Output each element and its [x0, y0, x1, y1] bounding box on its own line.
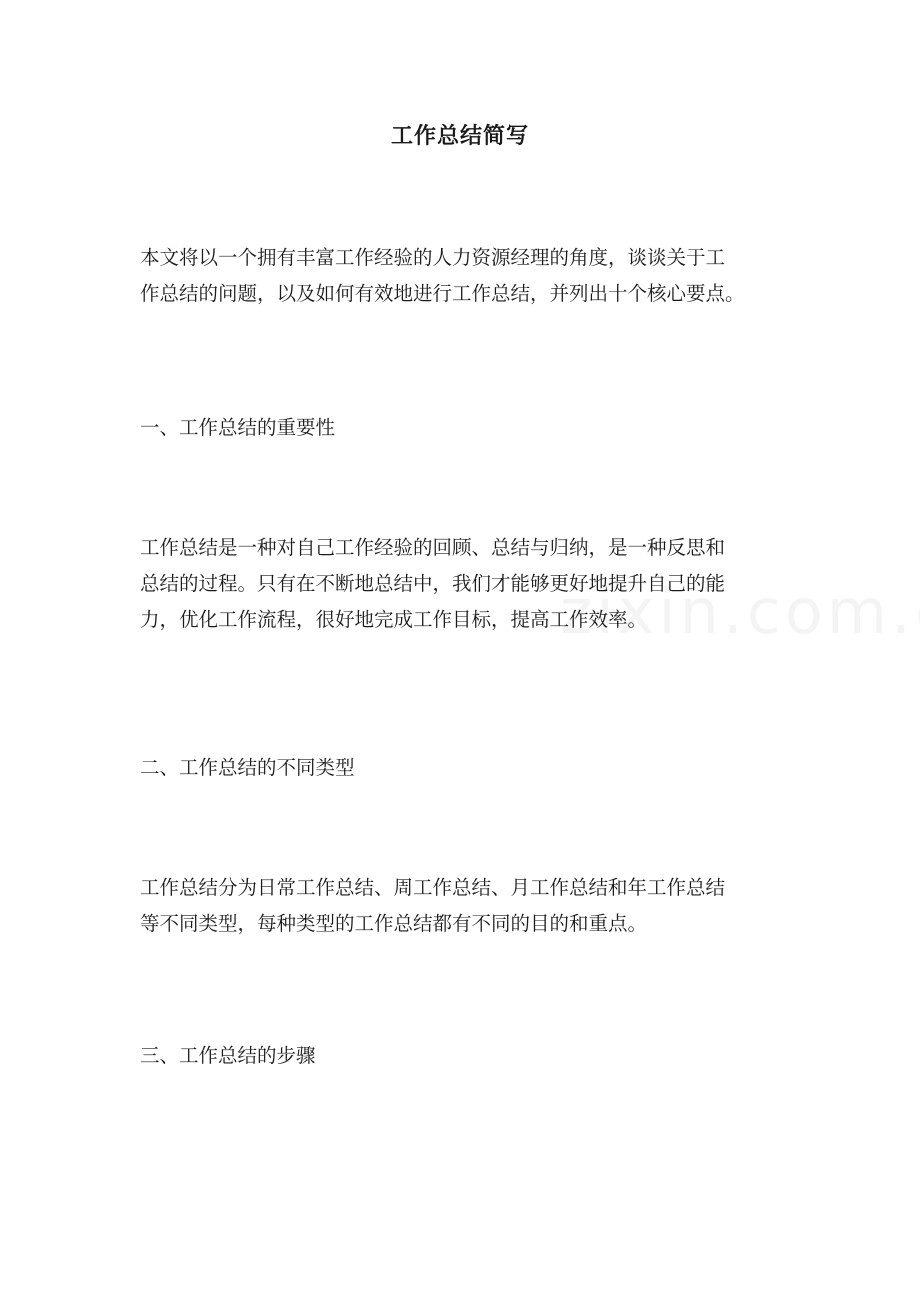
paragraph-line: 工作总结分为日常工作总结、周工作总结、月工作总结和年工作总结	[140, 876, 726, 899]
paragraph-line: 作总结的问题，以及如何有效地进行工作总结，并列出十个核心要点。	[140, 282, 745, 305]
paragraph-line: 本文将以一个拥有丰富工作经验的人力资源经理的角度，谈谈关于工	[140, 246, 726, 269]
section-heading-steps: 三、工作总结的步骤	[140, 1044, 316, 1067]
document-title: 工作总结简写	[390, 123, 529, 149]
paragraph-line: 力，优化工作流程，很好地完成工作目标，提高工作效率。	[140, 608, 648, 631]
section-heading-importance: 一、工作总结的重要性	[140, 416, 336, 439]
paragraph-line: 工作总结是一种对自己工作经验的回顾、总结与归纳，是一种反思和	[140, 536, 726, 559]
paragraph-line: 总结的过程。只有在不断地总结中，我们才能够更好地提升自己的能	[140, 572, 726, 595]
section-paragraph-importance	[140, 530, 785, 638]
paragraph-line: 等不同类型，每种类型的工作总结都有不同的目的和重点。	[140, 912, 648, 935]
section-heading-types: 二、工作总结的不同类型	[140, 756, 355, 779]
section-paragraph-types	[140, 870, 785, 942]
intro-paragraph	[140, 240, 785, 312]
